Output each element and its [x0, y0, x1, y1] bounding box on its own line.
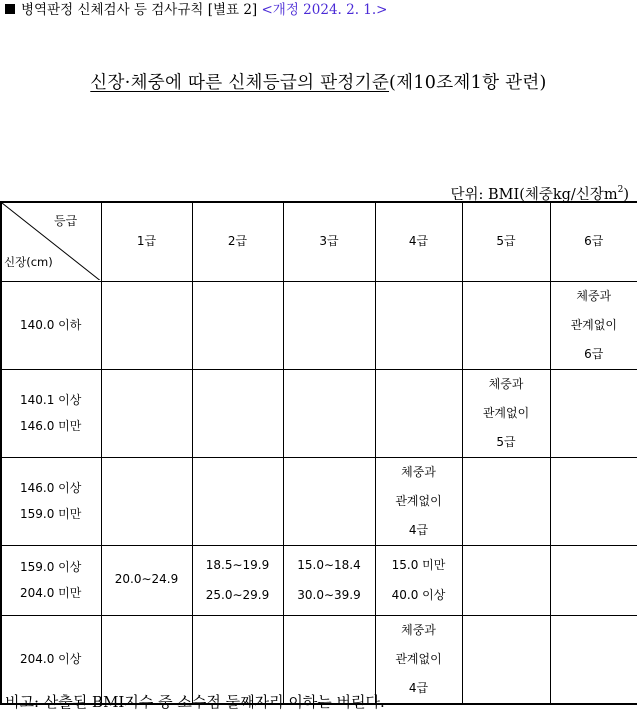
height-range-cell: 159.0 이상 204.0 미만: [1, 545, 101, 615]
corner-height-label: 신장(cm): [4, 255, 53, 270]
grade-cell: [283, 281, 375, 369]
grade-cell: [550, 545, 637, 615]
grade-cell: 체중과 관계없이 6급: [550, 281, 637, 369]
regulation-name: 병역판정 신체검사 등 검사규칙 [별표 2]: [21, 2, 258, 18]
grade-cell: [283, 457, 375, 545]
title-reference: (제10조제1항 관련): [389, 73, 547, 93]
column-header: 6급: [550, 202, 637, 281]
table-row: [1, 545, 637, 615]
grade-cell: [550, 615, 637, 704]
grade-cell: 체중과 관계없이 5급: [462, 369, 550, 457]
black-square-icon: [5, 4, 15, 14]
grade-cell: [550, 457, 637, 545]
column-header: 4급: [375, 202, 462, 281]
grade-cell: [550, 369, 637, 457]
grade-cell: 15.0∼18.4 30.0∼39.9: [283, 545, 375, 615]
height-range-cell: 140.1 이상 146.0 미만: [1, 369, 101, 457]
grade-cell: 체중과 관계없이 4급: [375, 615, 462, 704]
grade-cell: [462, 281, 550, 369]
grade-cell: [462, 545, 550, 615]
grade-cell: [192, 281, 283, 369]
column-header: 5급: [462, 202, 550, 281]
column-header: 2급: [192, 202, 283, 281]
page-title: [0, 71, 637, 95]
corner-cell: [1, 202, 101, 281]
table-row: [1, 369, 637, 457]
grade-cell: [375, 369, 462, 457]
footnote: 비고: 산출된 BMI지수 중 소수점 둘째자리 이하는 버린다.: [5, 693, 385, 711]
grade-cell: [462, 615, 550, 704]
grade-cell: [101, 369, 192, 457]
grade-cell: 15.0 미만 40.0 이상: [375, 545, 462, 615]
grade-cell: [101, 615, 192, 704]
header-row: [1, 202, 637, 281]
column-header: 3급: [283, 202, 375, 281]
grade-cell: [101, 281, 192, 369]
height-range-cell: 204.0 이상: [1, 615, 101, 704]
revision-date: <개정 2024. 2. 1.>: [261, 2, 388, 18]
grade-cell: 20.0∼24.9: [101, 545, 192, 615]
grade-cell: [283, 369, 375, 457]
table-row: [1, 615, 637, 704]
regulation-header: [5, 1, 388, 19]
table-row: [1, 281, 637, 369]
grade-cell: 체중과 관계없이 4급: [375, 457, 462, 545]
height-range-cell: 140.0 이하: [1, 281, 101, 369]
unit-label: 단위: BMI(체중kg/신장$m^2$): [450, 185, 629, 203]
table-row: [1, 457, 637, 545]
grade-cell: [283, 615, 375, 704]
column-header: 1급: [101, 202, 192, 281]
corner-grade-label: 등급: [54, 214, 78, 229]
grade-cell: [375, 281, 462, 369]
grade-cell: [192, 615, 283, 704]
height-range-cell: 146.0 이상 159.0 미만: [1, 457, 101, 545]
grade-cell: [192, 457, 283, 545]
grade-cell: [192, 369, 283, 457]
grade-cell: [101, 457, 192, 545]
grade-cell: 18.5∼19.9 25.0∼29.9: [192, 545, 283, 615]
bmi-grade-table: [0, 201, 637, 705]
title-main: 신장·체중에 따른 신체등급의 판정기준: [90, 73, 390, 93]
grade-cell: [462, 457, 550, 545]
